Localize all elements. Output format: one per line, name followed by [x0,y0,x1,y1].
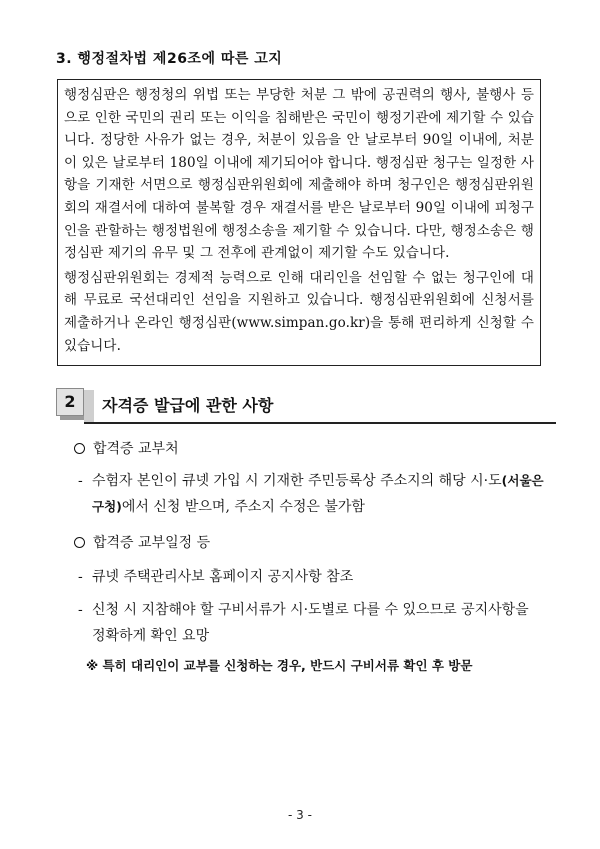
section-2-header [56,388,546,428]
list-item-notice-reference [78,564,544,590]
dash-bullet-icon: - [78,602,83,618]
dash-bullet-icon: - [78,569,83,585]
list-item-text-start: 수험자 본인이 큐넷 가입 시 기재한 주민등록상 주소지의 해당 시·도 [92,473,502,489]
section-2-title: 자격증 발급에 관한 사항 [102,396,274,415]
circle-bullet-icon [74,443,85,454]
agent-notice: ※ 특히 대리인이 교부를 신청하는 경우, 반드시 구비서류 확인 후 방문 [86,658,473,673]
list-item-text: 큐넷 주택관리사보 홈페이지 공지사항 참조 [92,569,354,585]
circle-bullet-icon [74,537,85,548]
section-3-heading: 3. 행정절차법 제26조에 따른 고지 [56,51,283,67]
list-item-issuing-office [74,436,179,462]
section-number-badge: 2 [56,388,84,416]
list-item-label: 합격증 교부일정 등 [93,535,211,551]
list-item-text-bold: (서울은 구청) [92,473,544,514]
list-item-text [92,468,544,520]
list-item-text-end: 에서 신청 받으며, 주소지 수정은 불가함 [121,499,365,515]
section-header-bar [84,390,94,422]
section-header-underline [84,422,556,424]
dash-bullet-icon: - [78,473,83,489]
list-item-documents [78,597,544,649]
list-item-issuing-schedule [74,530,210,556]
page-number: - 3 - [288,808,312,822]
notice-box [57,79,541,366]
list-item-label: 합격증 교부처 [93,441,179,457]
list-item-text: 신청 시 지참해야 할 구비서류가 시·도별로 다를 수 있으므로 공지사항을 정확하게 확인 요망 [92,602,529,644]
notice-paragraph-2: 행정심판위원회는 경제적 능력으로 인해 대리인을 선임할 수 없는 청구인에 대해 무료로 국선대리인 선임을 지원하고 있습니다. 행정심판위원회에 신청서를 제출하거나 온라인 행정심판(www.simpan.go.kr)을 통해 편리하게 신청할 수 있습니다. [64,269,534,354]
notice-paragraph-1: 행정심판은 행정청의 위법 또는 부당한 처분 그 밖에 공권력의 행사, 불행사 등으로 인한 국민의 권리 또는 이익을 침해받은 국민이 행정기관에 제기할 수 있습니다. 정당한 사유가 없는 경우, 처분이 있음을 안 날로부터 90일 이내에, 처분이 있은 날로부터 180일 이내에 제기되어야 합니다. 행정심판 청구는 일정한 사항을 기재한 서면으로 행정심판위원회에 제출해야 하며 청구인은 행정심판위원회의 재결서에 대하여 불복할 경우 재결서를 받은 날로부터 90일 이내에 피청구인을 관할하는 행정법원에 행정소송을 제기할 수 있습니다. 다만, 행정소송은 행정심판 제기의 유무 및 그 전후에 관계없이 제기할 수도 있습니다. [64,87,534,262]
list-item-address-detail [78,468,544,520]
